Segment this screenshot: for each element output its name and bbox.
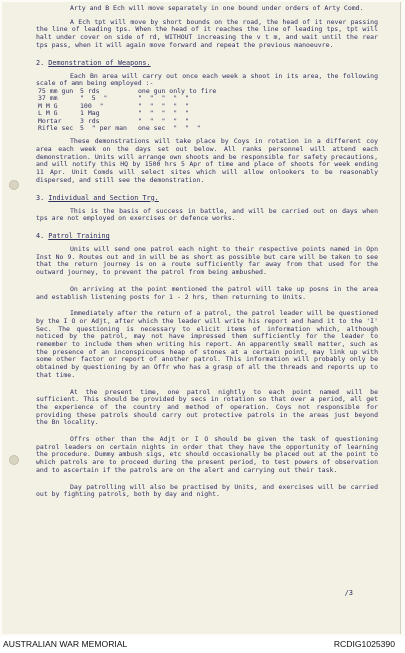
punch-hole bbox=[9, 180, 19, 190]
weapon-note: " " " " " bbox=[138, 94, 189, 103]
paragraph-day-patrolling: Day patrolling will also be practised by Units, and exercises will be carried out by fighting patrols, both by day and night. bbox=[36, 482, 378, 499]
weapon-name: 37 mm bbox=[38, 94, 58, 103]
weapon-amount: 5 rds bbox=[80, 86, 100, 95]
table-row bbox=[38, 125, 263, 132]
weapon-name: M M G bbox=[38, 101, 58, 110]
ammunition-scale-table bbox=[38, 88, 263, 132]
weapon-note: " " " " " bbox=[138, 101, 189, 110]
weapon-amount: " 5 " bbox=[80, 94, 108, 103]
weapon-note: " " " " " bbox=[138, 109, 189, 118]
paragraph-demonstrations: These demonstrations will take place by Coys in rotation in a different coy area each week on the days set out below. All ranks personnel will attend each demonstration. Units will arrange own shoots and be responsible for safety precautions, and will notify this HQ by 1500 hrs 5 Apr of time and place of shoots for week ending 11 Apr. Unit Comds will select sites which will allow onlookers to be reasonably dispersed, and still see the demonstration. bbox=[36, 137, 378, 184]
weapon-note: " " " " " bbox=[138, 116, 189, 125]
page-continuation-marker: /3 bbox=[344, 589, 353, 597]
punch-hole bbox=[9, 455, 19, 465]
section-number: 4. bbox=[36, 231, 45, 240]
weapon-name: Mortar bbox=[38, 116, 62, 125]
archive-reference: RCDIG1025390 bbox=[333, 639, 395, 649]
paragraph-individual-training: This is the basis of success in battle, and will be carried out on days when tps are not employed on exercises or defence works. bbox=[36, 206, 378, 223]
section-title: Patrol Training bbox=[48, 231, 110, 240]
archive-footer bbox=[0, 636, 405, 653]
paragraph-patrol-questioning: Immediately after the return of a patrol, the patrol leader will be questioned by the I O or Adjt, after which the leader will write his report and hand it to the 'I' Sec. The questioning is necessary to elicit items of information which, although noticed by the patrol, may not have impressed them sufficiently for the leader to remember to include them when writing his report. An apparently small matter, such as the presence of an inconspicuous heap of stones at a certain point, may link up with some other factor or report of another patrol. This information will probably only be obtained by questioning by an Offr who has a grasp of all the threads and reports up to that time. bbox=[36, 309, 378, 379]
paragraph-officer-training: Offrs other than the Adjt or I O should be given the task of questioning patrol leaders on certain nights in order that they have the opportunity of learning the procedure. Dummy ambush sigs, etc should occasionally be placed out at the point to which patrols are to proceed during the present period, to test powers of observation and to ascertain if the patrols are on the alert and carrying out their task. bbox=[36, 435, 378, 474]
weapon-note: one sec " " " bbox=[138, 123, 201, 132]
section-heading-weapons bbox=[36, 59, 378, 67]
weapon-amount: 100 " bbox=[80, 101, 104, 110]
paragraph-nightly-patrols: At the present time, one patrol nightly to each point named will be sufficient. This should be provided by secs in rotation so that over a period, all get the experience of the country and method of operation. Coys not responsible for providing these patrols should carry out protective patrols in the areas just beyond the Bn locality. bbox=[36, 387, 378, 427]
section-title: Demonstration of Weapons. bbox=[48, 58, 151, 67]
section-number: 3. bbox=[36, 193, 45, 202]
weapon-amount: 3 rds bbox=[80, 116, 100, 125]
weapon-name: 75 mm gun bbox=[38, 86, 74, 95]
weapon-name: L M G bbox=[38, 109, 58, 118]
weapon-note: one gun only to fire bbox=[138, 86, 217, 95]
weapon-amount: 1 Mag bbox=[80, 109, 100, 118]
document-page bbox=[2, 2, 401, 634]
paragraph-listening-posts: On arriving at the point mentioned the patrol will take up posns in the area and establish listening posts for 1 - 2 hrs, then returning to Units. bbox=[36, 284, 378, 301]
paragraph-patrol-routes: Units will send one patrol each night to their respective points named in Opn Inst No 9. Routes out and in will be as short as possible but care will be taken to see that the return journey is on a route sufficiently far away from that used for the outward journey, to prevent the patrol from being ambushed. bbox=[36, 244, 378, 277]
weapon-name: Rifle sec bbox=[38, 123, 74, 132]
paragraph-a-ech-movement: A Ech tpt will move by short bounds on the road, the head of it never passing the line of leading tps. When the head of it reaches the line of leading tps, tpt will halt under cover on side of rd, WITHOUT increasing the v t m, and wait until the rear tps pass, when it will again move forward and repeat the previous manoeuvre. bbox=[36, 17, 378, 49]
section-number: 2. bbox=[36, 58, 45, 67]
section-heading-individual-training bbox=[36, 194, 378, 202]
paragraph-arty-orders: Arty and B Ech will move separately in one bound under orders of Arty Comd. bbox=[70, 4, 364, 12]
section-heading-patrol-training bbox=[36, 232, 378, 240]
paragraph-weapons-intro: Each Bn area will carry out once each week a shoot in its area, the following scale of amn being employed :- bbox=[36, 71, 378, 88]
weapon-amount: 5 " per man bbox=[80, 123, 127, 132]
section-title: Individual and Section Trg. bbox=[48, 193, 159, 202]
archive-name: AUSTRALIAN WAR MEMORIAL bbox=[3, 639, 128, 649]
